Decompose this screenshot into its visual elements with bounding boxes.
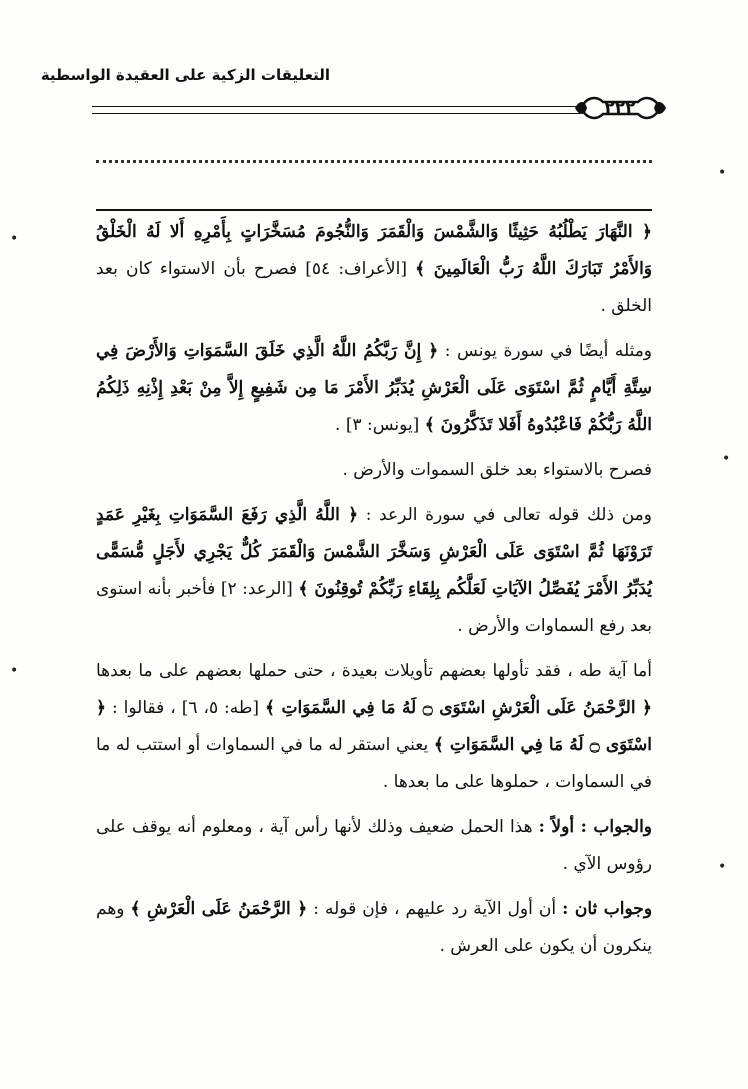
body-text: هذا الحمل ضعيف وذلك لأنها رأس آية ، ومعلوم أنه يوقف على رؤوس الآي . — [96, 817, 652, 874]
body-text: أما آية طه ، فقد تأولها بعضهم تأويلات بعيدة ، حتى حملها بعضهم على ما بعدها — [96, 661, 652, 681]
answer-label: والجواب : أولاً : — [538, 817, 653, 837]
answer-label: وجواب ثان : — [562, 899, 653, 919]
quran-verse: ﴿ اللَّهُ الَّذِي رَفَعَ السَّمَوَاتِ بِغَيْرِ عَمَدٍ تَرَوْنَهَا ثُمَّ اسْتَوَى عَلَى الْعَرْشِ وَسَخَّرَ الشَّمْسَ وَالْقَمَرَ كُلٌّ يَجْرِي لأَجَلٍ مُّسَمًّى يُدَبِّرُ الأَمْرَ يُفَصِّلُ الآيَاتِ لَعَلَّكُم بِلِقَاءِ رَبِّكُمْ تُوقِنُونَ ﴾ — [96, 505, 652, 599]
book-title: التعليقات الزكية على العقيدة الواسطية — [40, 66, 330, 84]
quran-verse: ﴿ إِنَّ رَبَّكُمُ اللَّهُ الَّذِي خَلَقَ السَّمَوَاتِ وَالأَرْضَ فِي سِتَّةِ أَيَّامٍ ثُمَّ اسْتَوَى عَلَى الْعَرْشِ يُدَبِّرُ الأَمْرَ مَا مِن شَفِيعٍ إِلاَّ مِنْ بَعْدِ إِذْنِهِ ذَلِكُمُ اللَّهُ رَبُّكُمْ فَاعْبُدُوهُ أَفَلا تَذَكَّرُونَ ﴾ — [96, 341, 652, 435]
body-text: يعني استقر له ما في السماوات أو استتب له ما في السماوات ، حملوها على ما بعدها . — [96, 735, 652, 792]
paragraph — [96, 809, 652, 883]
verse-reference: [طه: ٥، ٦] — [181, 698, 260, 718]
verse-reference: [الأعراف: ٥٤] — [305, 259, 407, 279]
paragraph — [96, 891, 652, 965]
paragraph — [96, 333, 652, 444]
quran-verse: ﴿ اسْتَوَى ۝ لَهُ مَا فِي السَّمَوَاتِ ﴾ — [96, 698, 653, 755]
header-rule — [92, 106, 580, 107]
page-number: ٢٢٢ — [604, 98, 636, 118]
paragraph: فصرح بالاستواء بعد خلق السموات والأرض . — [342, 460, 652, 480]
verse-reference: [يونس: ٣] . — [335, 415, 420, 435]
body-text: ومن ذلك قوله تعالى في سورة الرعد : — [365, 505, 652, 525]
paragraph — [96, 497, 652, 645]
body-text: فصرح بأن الاستواء كان بعد الخلق . — [96, 259, 652, 316]
footnote-dotted-separator — [96, 160, 652, 163]
quran-verse: ﴿ الرَّحْمَنُ عَلَى الْعَرْشِ اسْتَوَى ۝ لَهُ مَا فِي السَّمَوَاتِ ﴾ — [265, 698, 653, 718]
paragraph — [96, 653, 652, 801]
header-rule-secondary — [92, 113, 580, 114]
quran-verse: ﴿ النَّهَارَ يَطْلُبُهُ حَثِيثًا وَالشَّمْسَ وَالْقَمَرَ وَالنُّجُومَ مُسَخَّرَاتٍ بِأَمْرِهِ أَلا لَهُ الْخَلْقُ وَالأَمْرُ تَبَارَكَ اللَّهُ رَبُّ الْعَالَمِينَ ﴾ — [96, 222, 653, 279]
margin-mark: • — [10, 231, 19, 247]
quran-verse: ﴿ الرَّحْمَنُ عَلَى الْعَرْشِ ﴾ — [130, 899, 308, 919]
body-text: ومثله أيضًا في سورة يونس : — [444, 341, 653, 361]
footnote-rule — [96, 209, 652, 211]
margin-mark: • — [718, 165, 727, 181]
body-text: أن أول الآية رد عليهم ، فإن قوله : — [313, 899, 557, 919]
margin-mark: • — [718, 859, 727, 875]
verse-reference: [الرعد: ٢] — [220, 579, 293, 599]
body-text: وهم ينكرون أن يكون على العرش . — [96, 899, 652, 956]
page-body — [96, 214, 652, 965]
margin-mark: • — [10, 663, 19, 679]
paragraph — [96, 214, 652, 325]
body-text: فأخبر بأنه استوى بعد رفع السماوات والأرض . — [96, 579, 652, 636]
body-text: ، فقالوا : — [111, 698, 176, 718]
margin-mark: • — [722, 451, 731, 467]
